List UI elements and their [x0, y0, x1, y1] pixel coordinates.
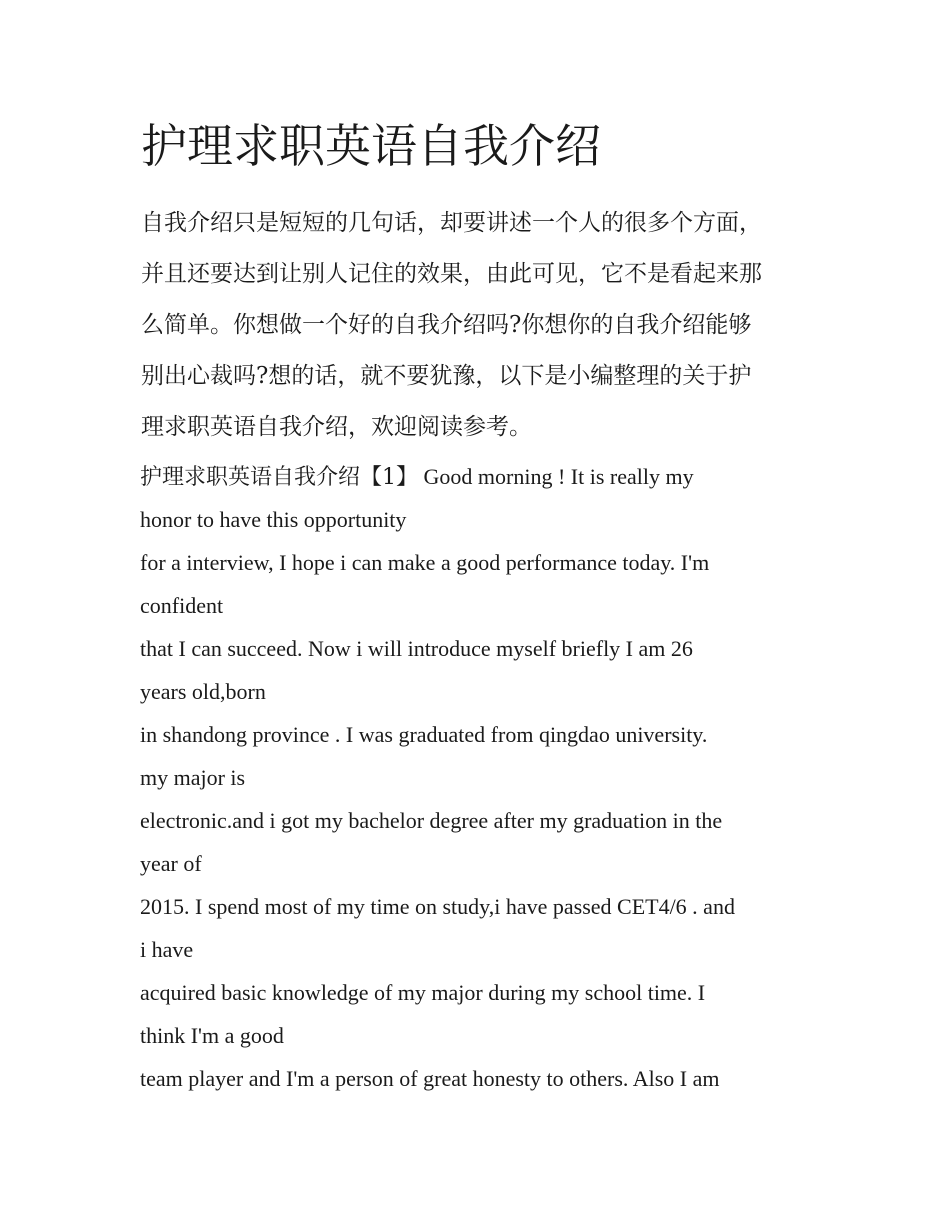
- body-line: electronic.and i got my bachelor degree after my graduation in the: [140, 808, 723, 833]
- body-line: team player and I'm a person of great honesty to others. Also I am: [140, 1066, 720, 1091]
- body-line: i have: [140, 937, 194, 962]
- intro-line: 自我介绍只是短短的几句话，却要讲述一个人的很多个方面，: [141, 210, 762, 236]
- body-line: that I can succeed. Now i will introduce myself briefly I am 26: [140, 636, 693, 661]
- body-line: in shandong province . I was graduated from qingdao university.: [140, 722, 708, 747]
- body-line: Good morning ! It is really my: [418, 464, 694, 489]
- section-heading: 护理求职英语自我介绍【1】: [140, 465, 418, 490]
- intro-line: 么简单。你想做一个好的自我介绍吗?你想你的自我介绍能够: [141, 312, 752, 338]
- body-line: confident: [140, 593, 224, 618]
- body-first-line: [140, 455, 830, 498]
- body-line: for a interview, I hope i can make a good performance today. I'm: [140, 550, 710, 575]
- page-title: 护理求职英语自我介绍: [141, 119, 601, 173]
- body-line: 2015. I spend most of my time on study,i have passed CET4/6 . and: [140, 894, 735, 919]
- body-line: year of: [140, 851, 202, 876]
- body-line: honor to have this opportunity: [140, 507, 407, 532]
- body-line: think I'm a good: [140, 1023, 284, 1048]
- intro-line: 并且还要达到让别人记住的效果，由此可见，它不是看起来那: [141, 261, 762, 287]
- body-paragraph: [140, 455, 830, 1100]
- body-line: years old,born: [140, 679, 266, 704]
- body-line: acquired basic knowledge of my major during my school time. I: [140, 980, 706, 1005]
- intro-paragraph: [141, 198, 821, 453]
- intro-line: 理求职英语自我介绍，欢迎阅读参考。: [141, 414, 532, 440]
- intro-line: 别出心裁吗?想的话，就不要犹豫，以下是小编整理的关于护: [141, 363, 752, 389]
- body-line: my major is: [140, 765, 246, 790]
